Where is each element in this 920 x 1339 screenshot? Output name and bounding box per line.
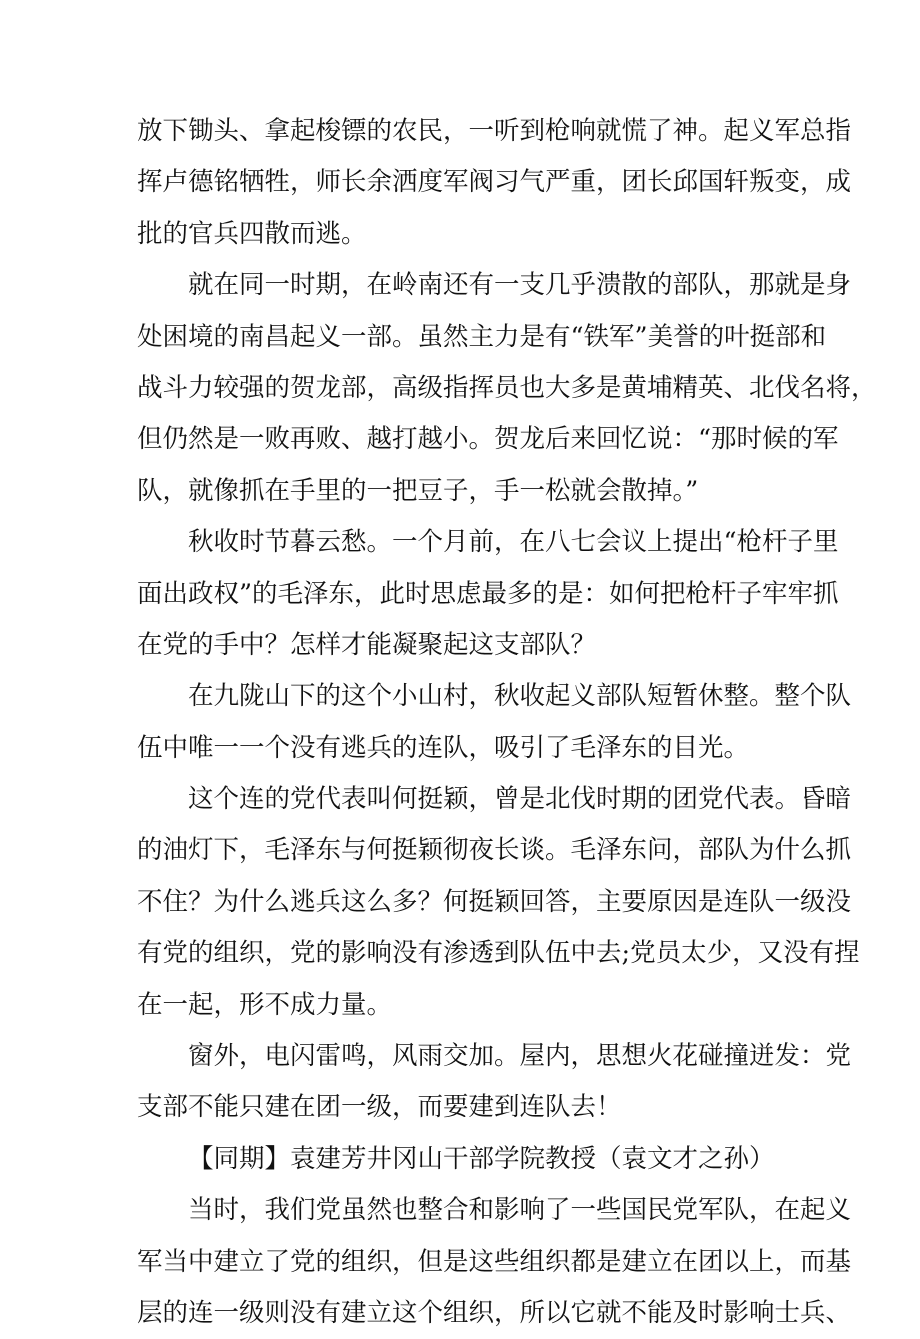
text-line: 秋收时节暮云愁。一个月前，在八七会议上提出“枪杆子里 — [188, 527, 839, 558]
text-line: 挥卢德铭牺牲，师长余洒度军阀习气严重，团长邱国轩叛变，成 — [137, 167, 852, 198]
text-line: 处困境的南昌起义一部。虽然主力是有“铁军”美誉的叶挺部和 — [137, 321, 827, 352]
text-line: 有党的组织，党的影响没有渗透到队伍中去;党员太少，又没有捏 — [137, 938, 860, 969]
text-line: 面出政权”的毛泽东，此时思虑最多的是：如何把枪杆子牢牢抓 — [137, 578, 839, 609]
text-line: 这个连的党代表叫何挺颖，曾是北伐时期的团党代表。昏暗 — [188, 784, 852, 815]
body-text — [137, 106, 877, 1339]
text-line: 队，就像抓在手里的一把豆子，手一松就会散掉。” — [137, 475, 699, 506]
text-line: 军当中建立了党的组织，但是这些组织都是建立在团以上，而基 — [137, 1246, 852, 1277]
text-line: 放下锄头、拿起梭镖的农民，一听到枪响就慌了神。起义军总指 — [137, 116, 852, 146]
text-line: 在九陇山下的这个小山村，秋收起义部队短暂休整。整个队 — [188, 681, 852, 712]
text-line: 层的连一级则没有建立这个组织，所以它就不能及时影响士兵、 — [137, 1297, 852, 1328]
text-line: 战斗力较强的贺龙部，高级指挥员也大多是黄埔精英、北伐名将， — [137, 372, 877, 403]
text-line: 的油灯下，毛泽东与何挺颖彻夜长谈。毛泽东问，部队为什么抓 — [137, 835, 852, 866]
text-line: 当时，我们党虽然也整合和影响了一些国民党军队，在起义 — [188, 1195, 852, 1226]
text-line: 在一起，形不成力量。 — [137, 989, 393, 1020]
text-line: 不住？为什么逃兵这么多？何挺颖回答，主要原因是连队一级没 — [137, 886, 852, 917]
text-line: 就在同一时期，在岭南还有一支几乎溃散的部队，那就是身 — [188, 270, 852, 301]
interview-heading: 【同期】袁建芳井冈山干部学院教授（袁文才之孙） — [188, 1143, 775, 1174]
text-line: 支部不能只建在团一级，而要建到连队去！ — [137, 1092, 622, 1123]
text-line: 在党的手中？怎样才能凝聚起这支部队？ — [137, 629, 597, 660]
text-line: 伍中唯一一个没有逃兵的连队，吸引了毛泽东的目光。 — [137, 732, 750, 763]
text-line: 但仍然是一败再败、越打越小。贺龙后来回忆说：“那时候的军 — [137, 424, 839, 455]
text-line: 批的官兵四散而逃。 — [137, 218, 367, 249]
text-line: 窗外，电闪雷鸣，风雨交加。屋内，思想火花碰撞迸发：党 — [188, 1041, 852, 1072]
